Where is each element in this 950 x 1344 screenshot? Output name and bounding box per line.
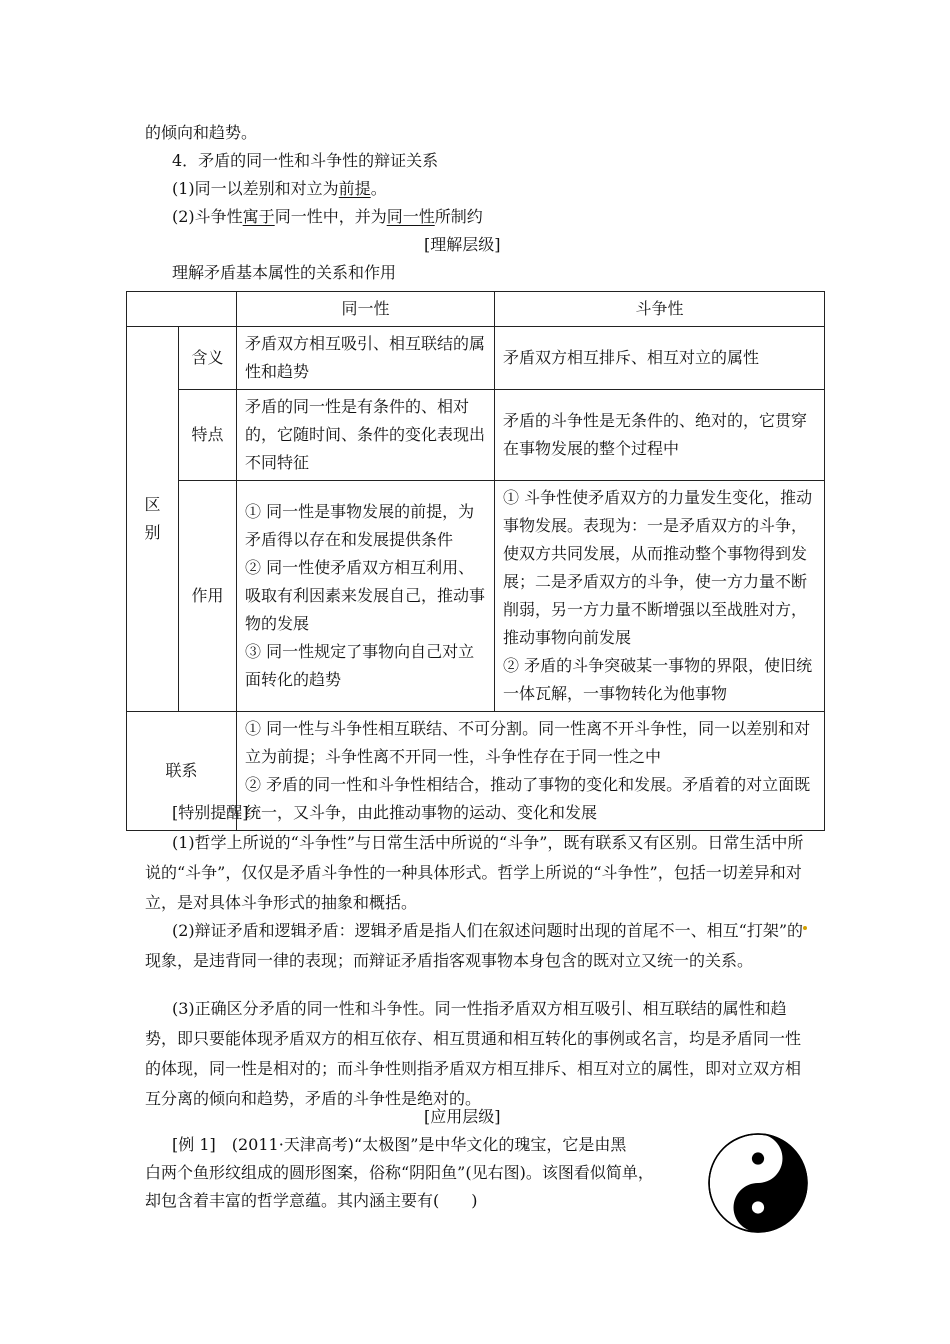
- table-cell: ① 同一性是事物发展的前提，为矛盾得以存在和发展提供条件 ② 同一性使矛盾双方相互利用、吸取有利因素来发展自己，推动事物的发展 ③ 同一性规定了事物向自己对立面转化的趋势: [237, 481, 495, 712]
- table-cell: 矛盾双方相互吸引、相互联结的属性和趋势: [237, 327, 495, 390]
- example-line: [例 1] (2011·天津高考)“太极图”是中华文化的瑰宝，它是由黑: [172, 1135, 627, 1154]
- tip-paragraph: (1)哲学上所说的“斗争性”与日常生活中所说的“斗争”，既有联系又有区别。日常生活中所说的“斗争”，仅仅是矛盾斗争性的一种具体形式。哲学上所说的“斗争性”，包括一切差异和对立，是对具体斗争形式的抽象和概括。: [145, 833, 804, 912]
- level-label-apply: [应用层级]: [424, 1107, 501, 1126]
- yin-yang-icon: [707, 1132, 809, 1234]
- row-label: 含义: [179, 327, 237, 390]
- table-title: 理解矛盾基本属性的关系和作用: [172, 263, 397, 282]
- item-2: (2)斗争性寓于同一性中，并为同一性所制约: [172, 207, 483, 226]
- group-label-difference: 区 别: [127, 327, 179, 712]
- header-same: 同一性: [237, 292, 495, 327]
- row-label: 特点: [179, 390, 237, 481]
- header-empty-cell: [127, 292, 237, 327]
- header-struggle: 斗争性: [495, 292, 825, 327]
- section-heading: 4．矛盾的同一性和斗争性的辩证关系: [172, 151, 439, 170]
- comparison-table: [126, 291, 825, 831]
- row-label: 作用: [179, 481, 237, 712]
- item-1: (1)同一以差别和对立为前提。: [172, 179, 387, 198]
- tip-paragraph: (2)辩证矛盾和逻辑矛盾：逻辑矛盾是指人们在叙述问题时出现的首尾不一、相互“打架”的现象，是违背同一律的表现；而辩证矛盾指客观事物本身包含的既对立又统一的关系。: [145, 921, 804, 970]
- table-cell: 矛盾双方相互排斥、相互对立的属性: [495, 327, 825, 390]
- row-label-link: 联系: [127, 712, 237, 831]
- table-cell-link: ① 同一性与斗争性相互联结、不可分割。同一性离不开斗争性，同一以差别和对立为前提；斗争性离不开同一性，斗争性存在于同一性之中 ② 矛盾的同一性和斗争性相结合，推动了事物的变化和发展。矛盾着的对立面既统一，又斗争，由此推动事物的运动、变化和发展: [237, 712, 825, 831]
- table-cell: 矛盾的斗争性是无条件的、绝对的，它贯穿在事物发展的整个过程中: [495, 390, 825, 481]
- level-label-understand: [理解层级]: [424, 235, 501, 254]
- example-line: 却包含着丰富的哲学意蕴。其内涵主要有( ): [145, 1191, 478, 1210]
- table-cell: 矛盾的同一性是有条件的、相对的，它随时间、条件的变化表现出不同特征: [237, 390, 495, 481]
- text-line: 的倾向和趋势。: [145, 123, 258, 142]
- tip-title: [特别提醒]: [172, 803, 249, 822]
- marker-dot: [803, 926, 807, 930]
- tip-paragraph: (3)正确区分矛盾的同一性和斗争性。同一性指矛盾双方相互吸引、相互联结的属性和趋势，即只要能体现矛盾双方的相互依存、相互贯通和相互转化的事例或名言，均是矛盾同一性的体现，同一性是相对的；而斗争性则指矛盾双方相互排斥、相互对立的属性，即对立双方相互分离的倾向和趋势，矛盾的斗争性是绝对的。: [145, 999, 802, 1108]
- example-line: 白两个鱼形纹组成的圆形图案，俗称“阴阳鱼”(见右图)。该图看似简单，: [145, 1163, 654, 1182]
- table-cell: ① 斗争性使矛盾双方的力量发生变化，推动事物发展。表现为：一是矛盾双方的斗争，使双方共同发展，从而推动整个事物得到发展；二是矛盾双方的斗争，使一方力量不断削弱，另一方力量不断增强以至战胜对方，推动事物向前发展 ② 矛盾的斗争突破某一事物的界限，使旧统一体瓦解，一事物转化为他事物: [495, 481, 825, 712]
